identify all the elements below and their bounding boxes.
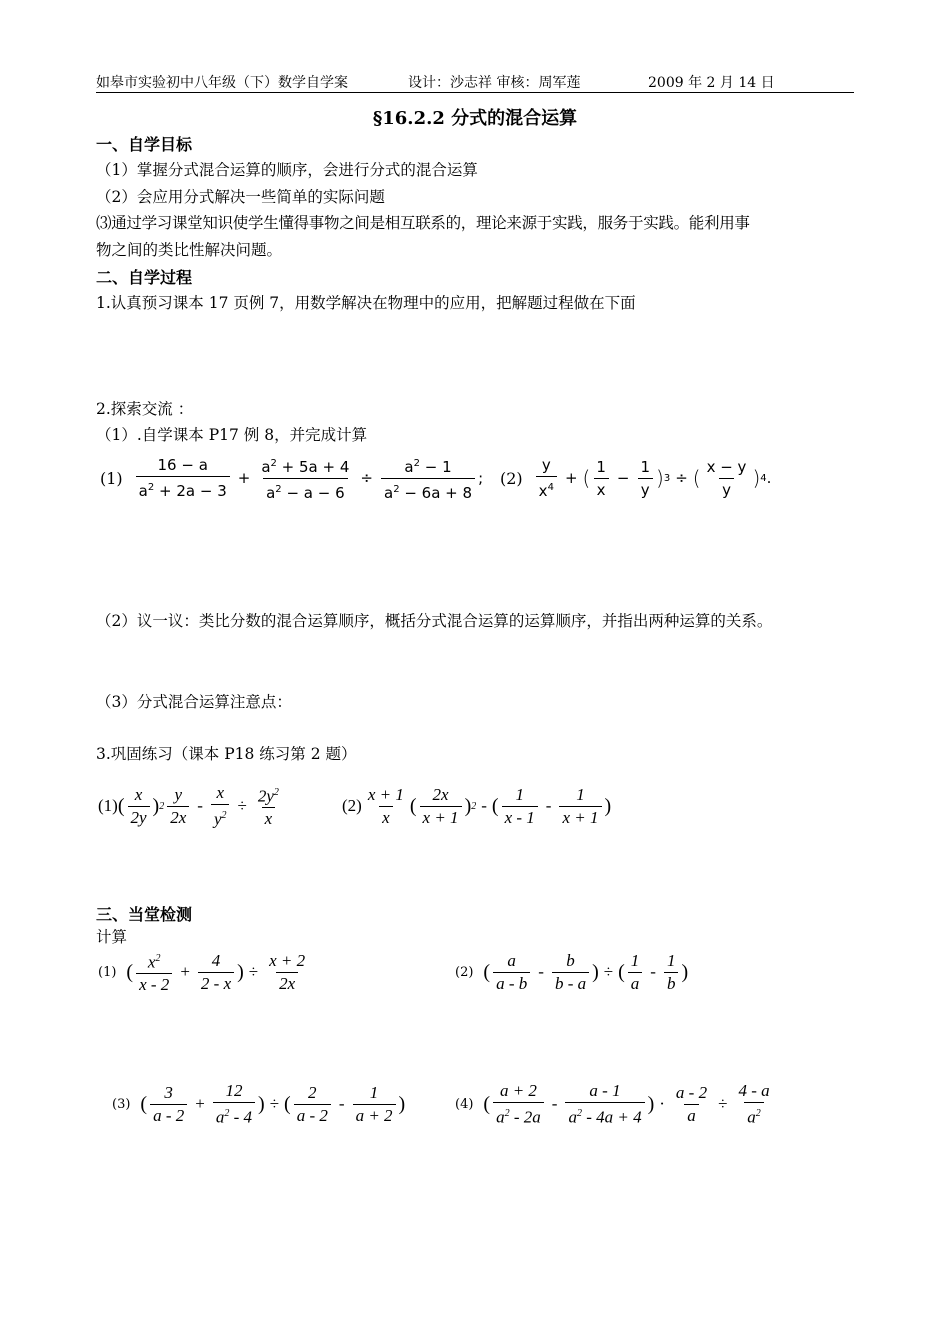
page-header: [96, 72, 854, 93]
practice-formula-1: (1) ( x 2y ) 2 y 2x - $\frac{x}{y^2}$ ÷ $\frac{2y^2}{x}$: [98, 782, 279, 829]
test-formula-3: (3) ( 3 a - 2 + $\frac{12}{a^2 - 4}$ ) ÷ ( 2 a - 2 - 1 a + 2 ): [112, 1080, 406, 1127]
test-formula-2: (2) ( a a - b - b b - a ) ÷ ( 1 a - 1 b ): [455, 950, 689, 993]
step-2-2: （2）议一议：类比分数的混合运算顺序，概括分式混合运算的运算顺序，并指出两种运算的关系。: [96, 612, 773, 630]
step-2: 2.探索交流 ：: [96, 400, 194, 418]
header-design: 设计：沙志祥 审核：周军莲: [408, 75, 581, 91]
example-formula-1: (1) 16 − a $a^2 + 2a - 3$ + $\frac{a^2 + 5a + 4}{a^2 - a - 6}$ ÷ $\frac{a^2 - 1}{a^2 - 6a + 8}$ ;: [100, 456, 484, 502]
step-2-3: （3）分式混合运算注意点：: [96, 693, 292, 711]
test-formula-1: (1) ( $x^2$ x - 2 + $\frac{4}{2 - x}$ ) ÷ $\frac{x + 2}{2x}$: [98, 950, 306, 995]
section-heading-goals: 一、自学目标: [96, 135, 193, 154]
header-school: 如皋市实验初中八年级（下）数学自学案: [96, 75, 348, 91]
test-instruction: 计算: [96, 928, 128, 946]
step-3: 3.巩固练习（课本 P18 练习第 2 题）: [96, 745, 357, 763]
goal-item: 物之间的类比性解决问题。: [96, 241, 283, 259]
section-heading-test: 三、当堂检测: [96, 905, 193, 924]
section-heading-process: 二、自学过程: [96, 268, 193, 287]
test-formula-4: (4) ( a + 2 $a^2 - 2a$ - a - 1 $a^2 - 4a + 4$ ) · $\frac{a - 2}{a}$ ÷ $\frac{4 - a}{a^2}$: [455, 1080, 770, 1127]
goal-item: （1）掌握分式混合运算的顺序，会进行分式的混合运算: [96, 161, 478, 179]
example-formula-2: (2) y $x^4$ + ( 1 x − $\frac{1}{y}$ ) 3 ÷ ( x − y y ) 4 .: [500, 456, 772, 500]
step-2-1: （1）.自学课本 P17 例 8，并完成计算: [96, 426, 368, 444]
step-1: 1.认真预习课本 17 页例 7，用数学解决在物理中的应用，把解题过程做在下面: [96, 294, 636, 312]
goal-item: ⑶通过学习课堂知识使学生懂得事物之间是相互联系的，理论来源于实践，服务于实践。能利用事: [96, 214, 750, 232]
goal-item: （2）会应用分式解决一些简单的实际问题: [96, 188, 385, 206]
page-title: §16.2.2 分式的混合运算: [372, 108, 578, 129]
header-date: 2009 年 2 月 14 日: [648, 75, 775, 91]
practice-formula-2: (2) x + 1 x ( 2x x + 1 ) 2 - ( 1 x - 1 - 1 x + 1 ): [342, 784, 612, 827]
